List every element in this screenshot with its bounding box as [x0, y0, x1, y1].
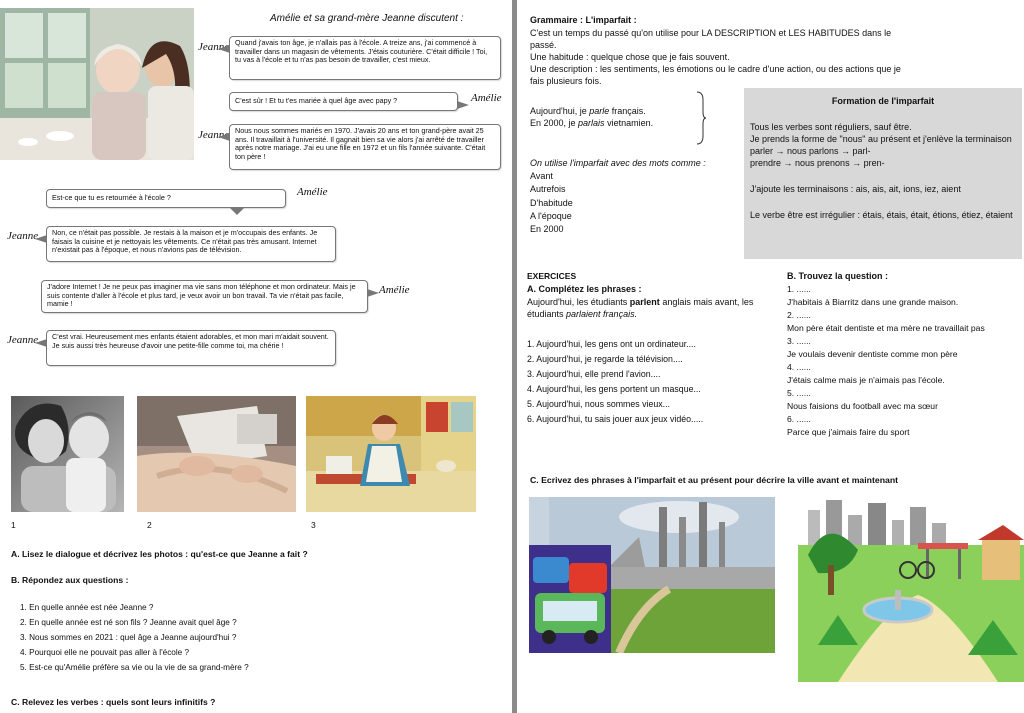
list-item: 6. ...... [787, 414, 811, 424]
dialogue-bubble-7: C'est vrai. Heureusement mes enfants étaient adorables, et mon mari m'aidait souvent. Je suis aussi très heureuse d'avoir une petite-fille comme toi, ma chérie ! [46, 330, 336, 366]
example-2: En 2000, je parlais vietnamien. [530, 118, 654, 128]
formation-line: Tous les verbes sont réguliers, sauf être. [750, 122, 912, 132]
photo-number-1: 1 [11, 520, 16, 530]
speaker-jeanne: Jeanne [7, 334, 39, 346]
list-item: 5. Aujourd'hui, nous sommes vieux... [527, 399, 670, 409]
grammar-explanation [530, 27, 915, 87]
city-before-image [529, 497, 775, 653]
formation-line: parler → nous parlons → parl- [750, 146, 871, 156]
time-words-list [530, 170, 573, 236]
list-item: J'étais calme mais je n'aimais pas l'école. [787, 375, 945, 385]
photo-kitchen [306, 396, 476, 512]
list-item: 4. Aujourd'hui, les gens portent un masque... [527, 384, 701, 394]
speaker-amelie: Amélie [379, 284, 410, 296]
right-page [517, 0, 1024, 713]
formation-line: prendre → nous prenons → pren- [750, 158, 885, 168]
list-item: 5. Est-ce qu'Amélie préfère sa vie ou la vie de sa grand-mère ? [20, 663, 249, 672]
example-sentences [530, 105, 653, 129]
formation-line: J'ajoute les terminaisons : ais, ais, ait, ions, iez, aient [750, 184, 961, 194]
exercise-a-title: A. Complétez les phrases : [527, 284, 642, 294]
grandmother-photo [0, 8, 194, 160]
dialogue-title: Amélie et sa grand-mère Jeanne discutent : [270, 13, 464, 24]
dialogue-bubble-3: Nous nous sommes mariés en 1970. J'avais 20 ans et ton grand-père avait 25 ans. Il travaillait à l'université. Il gagnait bien sa vie alors j'ai arrêté de travailler après notre mariage. J'ai eu une fille en 1972 et un fils l'année suivante. C'était ton père ! [229, 124, 501, 170]
formation-line: Le verbe être est irrégulier : étais, étais, était, étions, étiez, étaient [750, 210, 1013, 220]
formation-rules [750, 121, 1018, 221]
exercise-b-list [787, 283, 985, 439]
list-item: Autrefois [530, 184, 566, 195]
brace-icon [695, 90, 707, 146]
list-item: 1. ...... [787, 284, 811, 294]
list-item: 2. En quelle année est né son fils ? Jeanne avait quel âge ? [20, 618, 237, 627]
grammar-line: Une description : les sentiments, les émotions ou le cadre d'une action, ou des actions que je fais plusieurs fois. [530, 64, 901, 86]
speaker-jeanne: Jeanne [7, 230, 39, 242]
list-item: Avant [530, 171, 553, 181]
grammar-title: Grammaire : L'imparfait : [530, 15, 637, 25]
exercise-a-example: Aujourd'hui, les étudiants parlent anglais mais avant, les étudiants parlaient français. [527, 297, 754, 319]
photo-number-2: 2 [147, 520, 152, 530]
speaker-jeanne: Jeanne [198, 129, 230, 141]
exercise-c-title: C. Ecrivez des phrases à l'imparfait et au présent pour décrire la ville avant et maintenant [530, 475, 899, 485]
list-item: 2. Aujourd'hui, je regarde la télévision.... [527, 354, 683, 364]
city-after-image [798, 495, 1024, 682]
photo-mother-child [11, 396, 124, 512]
dialogue-bubble-1: Quand j'avais ton âge, je n'allais pas à l'école. A treize ans, j'ai commencé à travailler dans un magasin de vêtements. J'étais couturière. C'était difficile ! Toi, tu vas à l'école et tu n'as pas besoin de travailler, c'est mieux. [229, 36, 501, 80]
list-item: 3. ...... [787, 336, 811, 346]
exercise-a-list [527, 337, 703, 427]
list-item: En 2000 [530, 224, 564, 235]
list-item: 4. ...... [787, 362, 811, 372]
list-item: 5. ...... [787, 388, 811, 398]
list-item: 4. Pourquoi elle ne pouvait pas aller à l'école ? [20, 648, 190, 657]
list-item: D'habitude [530, 197, 573, 208]
dialogue-bubble-5: Non, ce n'était pas possible. Je restais à la maison et je m'occupais des enfants. Je faisais la cuisine et je nettoyais les vêtements. Ce n'était pas très amusant. Internet n'existait pas à l'époque, et nous n'avions pas de télévision. [46, 226, 336, 262]
question-list [20, 600, 249, 675]
exercise-b-title: B. Trouvez la question : [787, 271, 889, 281]
list-item: Parce que j'aimais faire du sport [787, 427, 910, 437]
list-item: 2. ...... [787, 310, 811, 320]
list-item: 3. Nous sommes en 2021 : quel âge a Jeanne aujourd'hui ? [20, 633, 237, 642]
list-item: J'habitais à Biarritz dans une grande maison. [787, 297, 959, 307]
section-b-heading: B. Répondez aux questions : [11, 575, 129, 585]
list-item: 1. Aujourd'hui, les gens ont un ordinateur.... [527, 339, 696, 349]
list-item: 1. En quelle année est née Jeanne ? [20, 603, 154, 612]
dialogue-bubble-4: Est-ce que tu es retournée à l'école ? [46, 189, 286, 208]
formation-line: Je prends la forme de "nous" au présent et j'enlève la terminaison [750, 134, 1012, 144]
exercices-title: EXERCICES [527, 271, 577, 281]
dialogue-bubble-6: J'adore Internet ! Je ne peux pas imaginer ma vie sans mon téléphone et mon ordinateur. Mais je suis contente d'aller à l'école et plus tard, je veux avoir un bon travail. Ta vie n'était pas facile, mamie ! [41, 280, 368, 313]
example-1: Aujourd'hui, je parle français. [530, 106, 646, 116]
words-title: On utilise l'imparfait avec des mots comme : [530, 158, 706, 168]
section-c-heading: C. Relevez les verbes : quels sont leurs infinitifs ? [11, 697, 216, 707]
grammar-line: Une habitude : quelque chose que je fais souvent. [530, 52, 730, 62]
section-a-heading: A. Lisez le dialogue et décrivez les photos : qu'est-ce que Jeanne a fait ? [11, 549, 308, 559]
photo-sewing [137, 396, 296, 512]
dialogue-bubble-2: C'est sûr ! Et tu t'es mariée à quel âge avec papy ? [229, 92, 458, 111]
speaker-amelie: Amélie [471, 92, 502, 104]
grammar-line: C'est un temps du passé qu'on utilise pour LA DESCRIPTION et LES HABITUDES dans le passé. [530, 28, 892, 50]
formation-title: Formation de l'imparfait [831, 96, 935, 106]
speaker-jeanne: Jeanne [198, 41, 230, 53]
list-item: Je voulais devenir dentiste comme mon père [787, 349, 958, 359]
list-item: Mon père était dentiste et ma mère ne travaillait pas [787, 323, 985, 333]
photo-number-3: 3 [311, 520, 316, 530]
list-item: 3. Aujourd'hui, elle prend l'avion.... [527, 369, 661, 379]
list-item: A l'époque [530, 210, 572, 221]
list-item: Nous faisions du football avec ma sœur [787, 401, 938, 411]
speaker-amelie: Amélie [297, 186, 328, 198]
list-item: 6. Aujourd'hui, tu sais jouer aux jeux vidéo..... [527, 414, 704, 424]
